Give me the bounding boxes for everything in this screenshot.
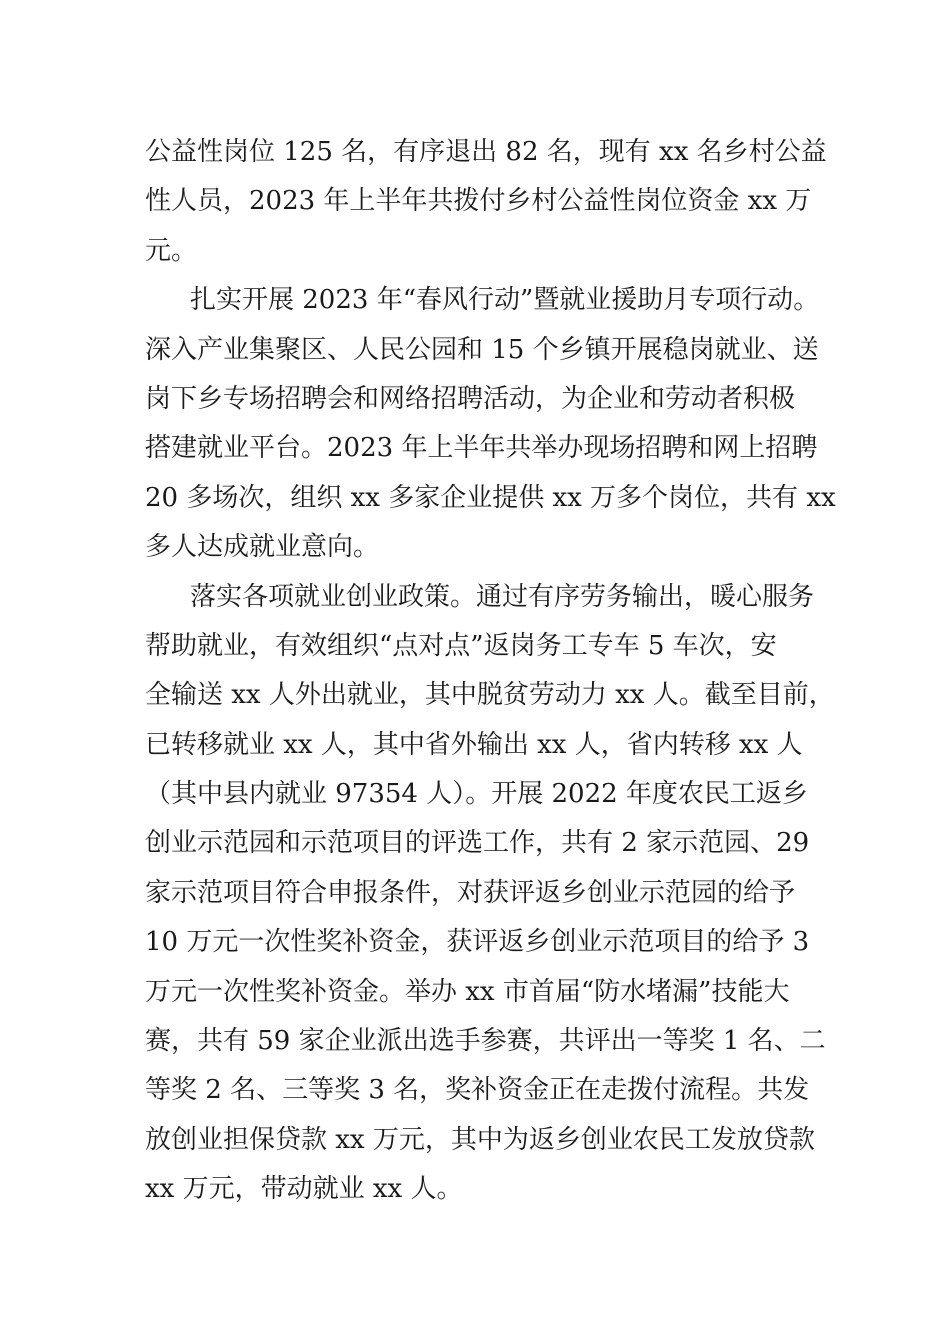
text-line: 岗下乡专场招聘会和网络招聘活动，为企业和劳动者积极 <box>145 383 796 414</box>
text-line: 落实各项就业创业政策。通过有序劳务输出，暖心服务 <box>190 581 815 612</box>
text-line: 帮助就业，有效组织“点对点”返岗务工专车 5 车次，安 <box>145 630 777 661</box>
text-line: 元。 <box>145 235 198 266</box>
text-line: 公益性岗位 125 名，有序退出 82 名，现有 xx 名乡村公益 <box>145 137 827 167</box>
text-line: 万元一次性奖补资金。举办 xx 市首届“防水堵漏”技能大 <box>145 976 790 1007</box>
text-line: 20 多场次，组织 xx 多家企业提供 xx 万多个岗位，共有 xx <box>145 482 836 513</box>
text-line: 性人员，2023 年上半年共拨付乡村公益性岗位资金 xx 万 <box>145 186 812 217</box>
text-line: 扎实开展 2023 年“春风行动”暨就业援助月专项行动。 <box>190 285 820 316</box>
text-line: 创业示范园和示范项目的评选工作，共有 2 家示范园、29 <box>145 828 810 859</box>
text-line: xx 万元，带动就业 xx 人。 <box>145 1174 463 1205</box>
text-line: 家示范项目符合申报条件，对获评返乡创业示范园的给予 <box>145 877 796 908</box>
document-body <box>145 128 836 1215</box>
text-line: 深入产业集聚区、人民公园和 15 个乡镇开展稳岗就业、送 <box>145 334 819 365</box>
text-line: 已转移就业 xx 人，其中省外输出 xx 人，省内转移 xx 人 <box>145 729 803 760</box>
text-line: 10 万元一次性奖补资金，获评返乡创业示范项目的给予 3 <box>145 927 810 958</box>
text-line: 全输送 xx 人外出就业，其中脱贫劳动力 xx 人。截至目前， <box>145 680 835 711</box>
text-line: （其中县内就业 97354 人）。开展 2022 年度农民工返乡 <box>145 779 808 810</box>
text-line: 放创业担保贷款 xx 万元，其中为返乡创业农民工发放贷款 <box>145 1124 815 1155</box>
text-line: 等奖 2 名、三等奖 3 名，奖补资金正在走拨付流程。共发 <box>145 1075 810 1106</box>
text-line: 搭建就业平台。2023 年上半年共举办现场招聘和网上招聘 <box>145 433 818 464</box>
text-line: 多人达成就业意向。 <box>145 532 380 563</box>
paragraph-public-welfare-posts <box>145 128 825 276</box>
text-line: 赛，共有 59 家企业派出选手参赛，共评出一等奖 1 名、二 <box>145 1026 826 1057</box>
paragraph-spring-breeze-action <box>145 276 836 572</box>
paragraph-employment-policies <box>145 573 835 1215</box>
